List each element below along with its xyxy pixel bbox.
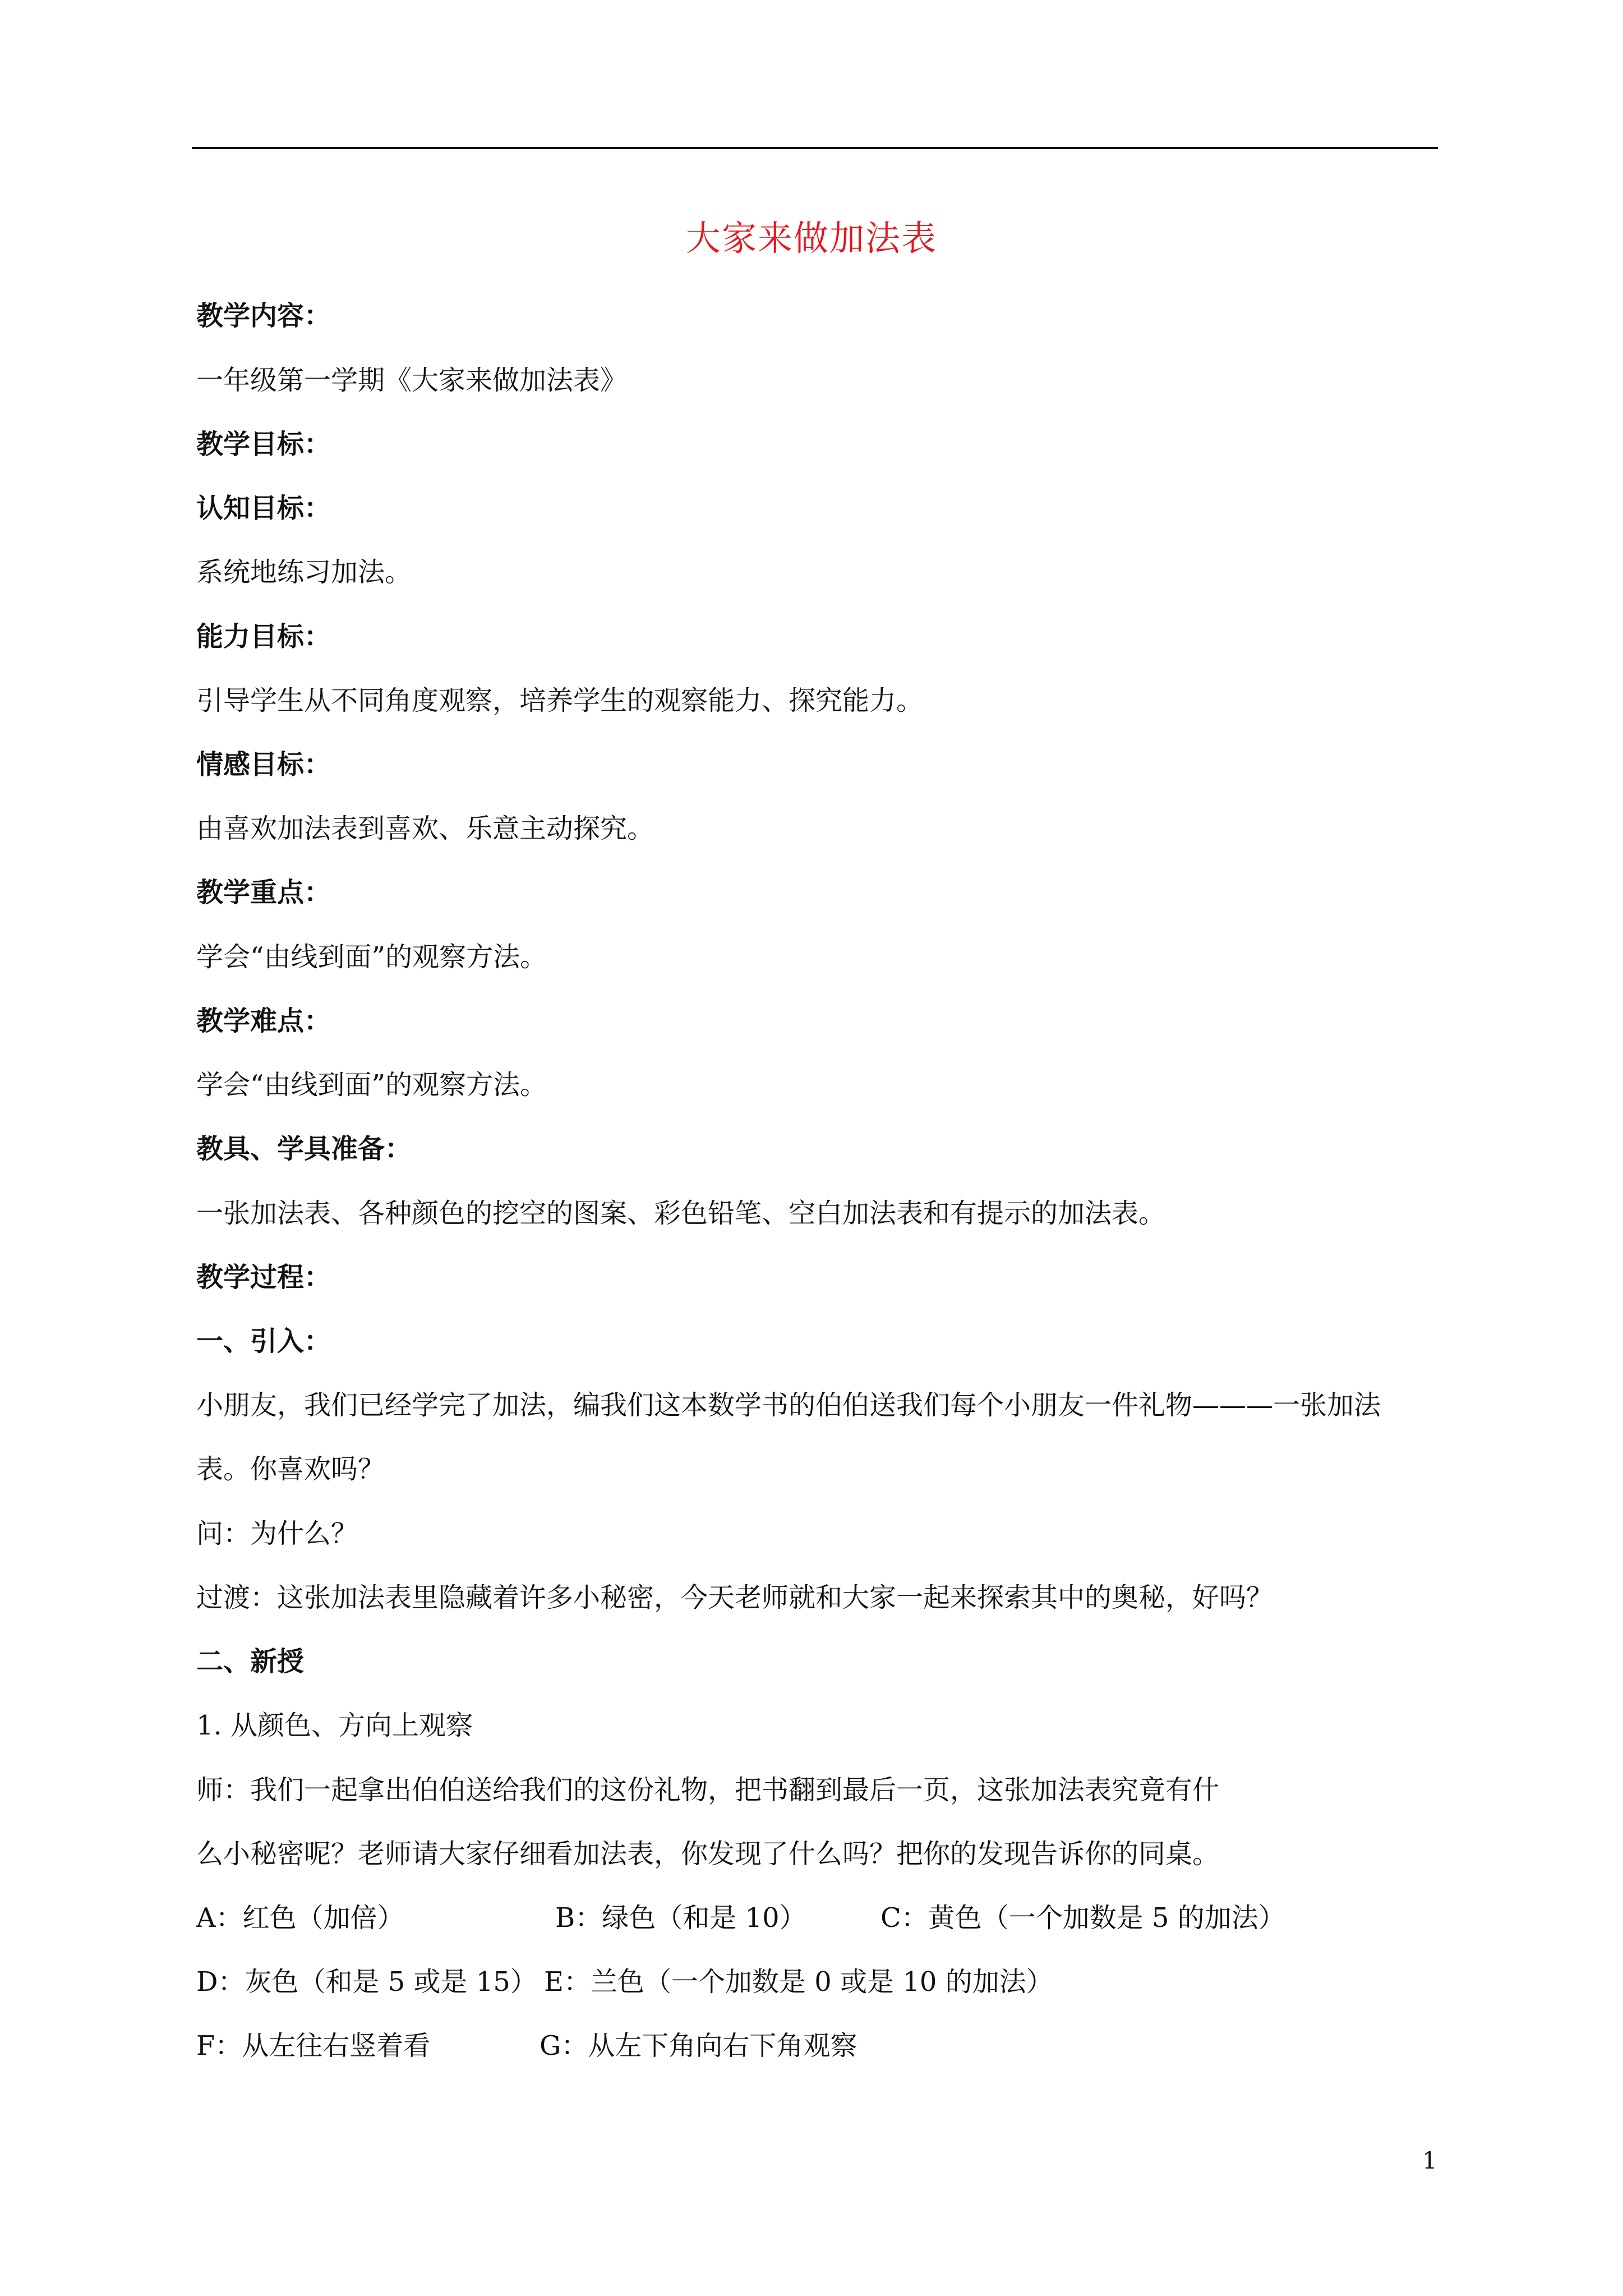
paragraph: 问：为什么？ [196, 1518, 358, 1549]
heading-cognitive-goals: 认知目标： [196, 493, 331, 524]
option-g: G：从左下角向右下角观察 [540, 2030, 857, 2062]
paragraph: 一张加法表、各种颜色的挖空的图案、彩色铅笔、空白加法表和有提示的加法表。 [196, 1198, 1166, 1229]
option-b: B：绿色（和是 10） [555, 1902, 806, 1934]
paragraph: 学会“由线到面”的观察方法。 [196, 941, 547, 973]
option-d: D：灰色（和是 5 或是 15） [196, 1966, 537, 1998]
heading-introduction: 一、引入： [196, 1326, 331, 1357]
paragraph: 师：我们一起拿出伯伯送给我们的这份礼物，把书翻到最后一页，这张加法表究竟有什 [196, 1774, 1220, 1806]
heading-new-lesson: 二、新授 [196, 1646, 305, 1677]
option-c: C：黄色（一个加数是 5 的加法） [880, 1902, 1285, 1934]
paragraph: 系统地练习加法。 [196, 556, 412, 588]
heading-ability-goals: 能力目标： [196, 621, 331, 652]
heading-key-points: 教学重点： [196, 877, 331, 908]
option-e: E：兰色（一个加数是 0 或是 10 的加法） [544, 1966, 1053, 1998]
heading-teaching-goals: 教学目标： [196, 429, 331, 460]
heading-materials: 教具、学具准备： [196, 1133, 412, 1165]
document-title: 大家来做加法表 [685, 218, 937, 259]
paragraph: 么小秘密呢？老师请大家仔细看加法表，你发现了什么吗？把你的发现告诉你的同桌。 [196, 1838, 1220, 1870]
paragraph: 一年级第一学期《大家来做加法表》 [196, 365, 628, 396]
option-f: F：从左往右竖着看 [196, 2030, 431, 2062]
heading-difficulties: 教学难点： [196, 1005, 331, 1037]
heading-emotional-goals: 情感目标： [196, 749, 331, 780]
paragraph: 由喜欢加法表到喜欢、乐意主动探究。 [196, 813, 654, 844]
paragraph: 小朋友，我们已经学完了加法，编我们这本数学书的伯伯送我们每个小朋友一件礼物———一张加法 [196, 1389, 1381, 1421]
paragraph: 表。你喜欢吗？ [196, 1453, 385, 1485]
heading-teaching-content: 教学内容： [196, 300, 331, 332]
paragraph: 引导学生从不同角度观察，培养学生的观察能力、探究能力。 [196, 685, 924, 716]
page-number: 1 [1422, 2147, 1437, 2174]
paragraph: 过渡：这张加法表里隐藏着许多小秘密，今天老师就和大家一起来探索其中的奥秘，好吗？ [196, 1582, 1274, 1613]
paragraph: 1. 从颜色、方向上观察 [196, 1710, 473, 1741]
heading-teaching-process: 教学过程： [196, 1262, 331, 1293]
paragraph: 学会“由线到面”的观察方法。 [196, 1069, 547, 1101]
header-rule [192, 147, 1438, 149]
option-a: A：红色（加倍） [196, 1902, 404, 1934]
